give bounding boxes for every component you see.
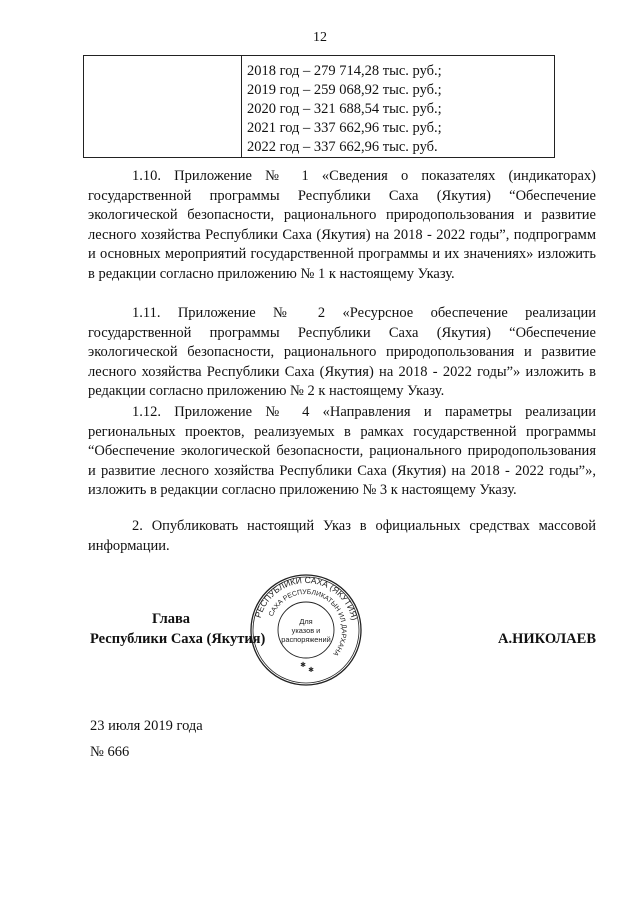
funding-line-2022: 2022 год – 337 662,96 тыс. руб. (247, 139, 438, 155)
seal-star-right-icon: ✱ (308, 666, 314, 674)
seal-star-left-icon: ✱ (300, 661, 306, 669)
seal-center-line-1: Для (299, 617, 313, 626)
seal-center-line-3: распоряжений (281, 635, 331, 644)
signatory-post-title: Глава (152, 611, 191, 627)
signatory-name: А.НИКОЛАЕВ (498, 631, 596, 647)
official-seal (249, 573, 363, 687)
funding-table-values-cell (242, 56, 555, 158)
funding-line-2018: 2018 год – 279 714,28 тыс. руб.; (247, 63, 442, 79)
paragraph-1-10: 1.10. Приложение № 1 «Сведения о показателях (индикаторах) государственной программы Республики Саха (Якутия) “Обеспечение экологической безопасности, рационального природопользования и развитие лесного хозяйства Республики Саха (Якутия) на 2018 - 2022 годы”, подпрограмм и основных мероприятий государственной программы и их значениях» изложить в редакции согласно приложению № 1 к настоящему Указу. (88, 168, 596, 282)
funding-table (83, 55, 555, 158)
seal-outer-text-path: РЕСПУБЛИКИ САХА (ЯКУТИЯ) (252, 574, 360, 622)
seal-inner-text-path: САХА РЕСПУБЛИКАТЫН ИЛ ДАРХАНА (267, 588, 348, 658)
document-number: № 666 (90, 744, 130, 760)
document-date: 23 июля 2019 года (90, 718, 203, 734)
paragraph-2: 2. Опубликовать настоящий Указ в официальных средствах массовой информации. (88, 518, 596, 554)
paragraph-1-12: 1.12. Приложение № 4 «Направления и параметры реализации региональных проектов, реализуемых в рамках государственной программы “Обеспечение экологической безопасности, рационального природопользования и развитие лесного хозяйства Республики Саха (Якутия) на 2018 - 2022 годы”», изложить в редакции согласно приложению № 3 к настоящему Указу. (88, 404, 596, 499)
funding-line-2019: 2019 год – 259 068,92 тыс. руб.; (247, 82, 442, 98)
paragraph-1-11: 1.11. Приложение № 2 «Ресурсное обеспечение реализации государственной программы Республики Саха (Якутия) “Обеспечение экологической безопасности, рационального природопользования и развитие лесного хозяйства Республики Саха (Якутия) на 2018 - 2022 годы”» изложить в редакции согласно приложению № 2 к настоящему Указу. (88, 305, 596, 400)
seal-center-line-2: указов и (291, 626, 321, 635)
funding-line-2021: 2021 год – 337 662,96 тыс. руб.; (247, 120, 442, 136)
page-number: 12 (313, 30, 327, 45)
signatory-post-region: Республики Саха (Якутия) (90, 631, 266, 647)
funding-line-2020: 2020 год – 321 688,54 тыс. руб.; (247, 101, 442, 117)
funding-table-label-cell (84, 56, 242, 158)
